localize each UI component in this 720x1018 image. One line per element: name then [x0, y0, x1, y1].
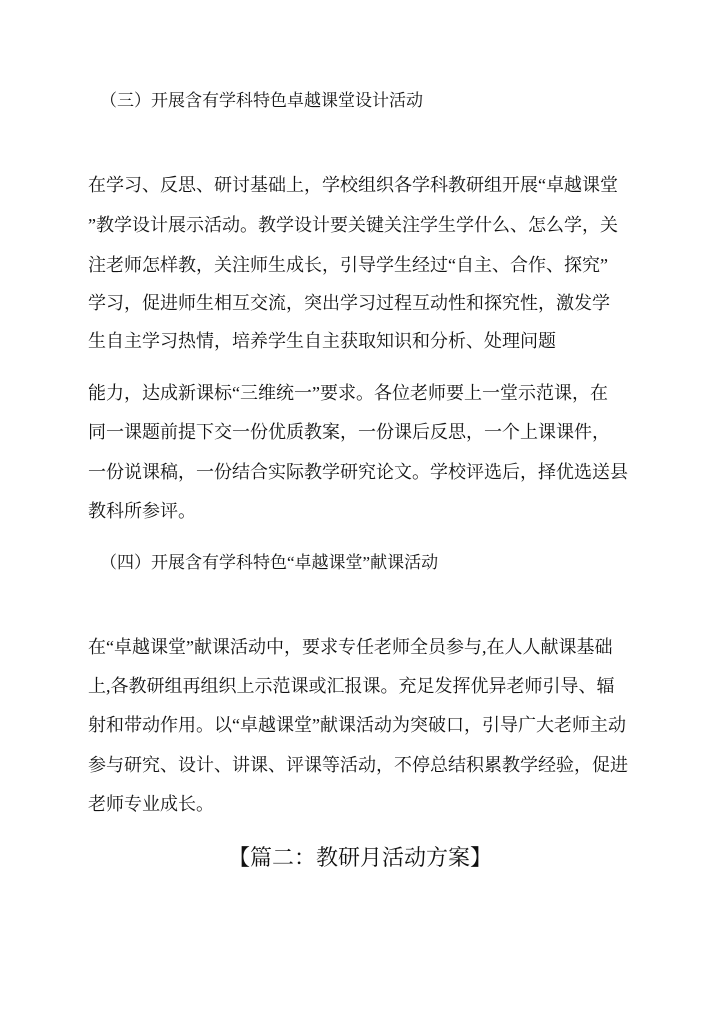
paragraph-line: 在“卓越课堂”献课活动中，要求专任老师全员参与,在人人献课基础	[88, 637, 613, 657]
paragraph-line: 参与研究、设计、讲课、评课等活动，不停总结积累教学经验，促进	[88, 755, 628, 775]
paragraph-line: 上,各教研组再组织上示范课或汇报课。充足发挥优异老师引导、辐	[88, 676, 615, 696]
paragraph-line: 学习，促进师生相互交流，突出学习过程互动性和探究性，激发学	[88, 293, 610, 313]
paragraph-line: ”教学设计展示活动。教学设计要关键关注学生学什么、怎么学，关	[88, 215, 618, 235]
paragraph-line: 生自主学习热情，培养学生自主获取知识和分析、处理问题	[88, 331, 556, 351]
section-4-heading: （四）开展含有学科特色“卓越课堂”献课活动	[100, 553, 439, 572]
paragraph-line: 老师专业成长。	[88, 794, 214, 814]
paragraph-line: 同一课题前提下交一份优质教案，一份课后反思，一个上课课件，	[88, 422, 610, 442]
paragraph-line: 能力，达成新课标“三维统一”要求。各位老师要上一堂示范课，在	[88, 383, 608, 403]
paragraph-line: 射和带动作用。以“卓越课堂”献课活动为突破口，引导广大老师主动	[88, 715, 626, 735]
part-2-title: 【篇二：教研月活动方案】	[227, 845, 492, 870]
paragraph-line: 注老师怎样教，关注师生成长，引导学生经过“自主、合作、探究”	[88, 255, 608, 275]
paragraph-line: 在学习、反思、研讨基础上，学校组织各学科教研组开展“卓越课堂	[88, 175, 618, 195]
paragraph-line: 教科所参评。	[88, 501, 196, 521]
section-3-heading: （三）开展含有学科特色卓越课堂设计活动	[100, 91, 423, 110]
paragraph-line: 一份说课稿，一份结合实际教学研究论文。学校评选后，择优选送县	[88, 462, 628, 482]
